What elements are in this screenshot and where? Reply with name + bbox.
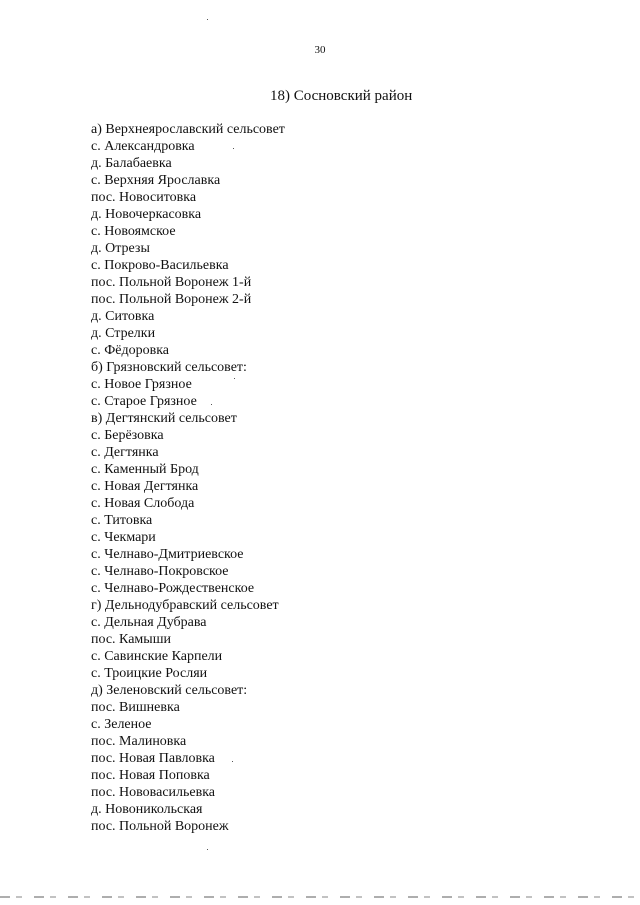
scan-speck: [207, 849, 208, 850]
list-item: с. Челнаво-Дмитриевское: [91, 547, 244, 562]
list-item: пос. Польной Воронеж: [91, 819, 229, 834]
list-item: с. Чекмари: [91, 530, 156, 545]
list-item: с. Верхняя Ярославка: [91, 173, 221, 188]
list-item: с. Зеленое: [91, 717, 152, 732]
list-item: с. Савинские Карпели: [91, 649, 223, 664]
list-item: а) Верхнеярославский сельсовет: [91, 122, 285, 137]
list-item: пос. Новая Павловка: [91, 751, 215, 766]
list-item: пос. Камыши: [91, 632, 171, 647]
list-item: в) Дегтянский сельсовет: [91, 411, 237, 426]
list-item: с. Каменный Брод: [91, 462, 199, 477]
list-item: с. Титовка: [91, 513, 153, 528]
list-item: д. Стрелки: [91, 326, 156, 341]
scan-edge-noise: [0, 896, 640, 898]
list-item: с. Челнаво-Покровское: [91, 564, 229, 579]
list-item: с. Дельная Дубрава: [91, 615, 207, 630]
list-item: пос. Польной Воронеж 2-й: [91, 292, 252, 307]
list-item: с. Новая Дегтянка: [91, 479, 199, 494]
list-item: с. Старое Грязное: [91, 394, 197, 409]
list-item: пос. Польной Воронеж 1-й: [91, 275, 252, 290]
scan-speck: [211, 404, 212, 405]
list-item: д. Отрезы: [91, 241, 150, 256]
settlement-list: [91, 121, 285, 835]
list-item: с. Александровка: [91, 139, 195, 154]
list-item: г) Дельнодубравский сельсовет: [91, 598, 279, 613]
list-item: с. Покрово-Васильевка: [91, 258, 229, 273]
section-title: 18) Сосновский район: [270, 88, 413, 104]
list-item: с. Берёзовка: [91, 428, 164, 443]
list-item: д. Новоникольская: [91, 802, 203, 817]
list-item: с. Новоямское: [91, 224, 176, 239]
page-number: 30: [314, 44, 326, 56]
scan-speck: [207, 19, 208, 20]
list-item: пос. Вишневка: [91, 700, 180, 715]
list-item: д. Новочеркасовка: [91, 207, 202, 222]
list-item: б) Грязновский сельсовет:: [91, 360, 247, 375]
scan-speck: [234, 378, 235, 379]
list-item: с. Фёдоровка: [91, 343, 170, 358]
list-item: пос. Малиновка: [91, 734, 187, 749]
list-item: с. Новая Слобода: [91, 496, 195, 511]
list-item: с. Троицкие Росляи: [91, 666, 208, 681]
list-item: пос. Нововасильевка: [91, 785, 216, 800]
list-item: д. Ситовка: [91, 309, 155, 324]
list-item: д. Балабаевка: [91, 156, 172, 171]
list-item: с. Дегтянка: [91, 445, 159, 460]
scan-speck: [232, 761, 233, 762]
list-item: пос. Новоситовка: [91, 190, 197, 205]
list-item: с. Новое Грязное: [91, 377, 192, 392]
list-item: пос. Новая Поповка: [91, 768, 210, 783]
scan-speck: [233, 148, 234, 149]
list-item: д) Зеленовский сельсовет:: [91, 683, 248, 698]
list-item: с. Челнаво-Рождественское: [91, 581, 255, 596]
